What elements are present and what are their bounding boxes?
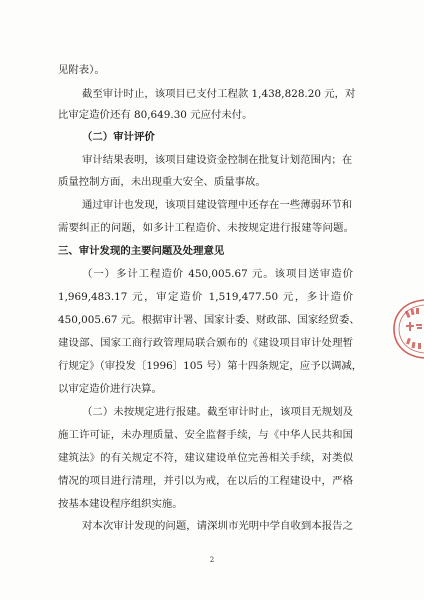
text-line: 见附表）。	[58, 64, 105, 76]
text-line: 对本次审计发现的问题，请深圳市光明中学自收到本报告之	[82, 520, 353, 532]
text-line: 比审定造价还有 80,649.30 元应付未付。	[58, 109, 253, 121]
text-line: 需要纠正的问题，如多计工程造价、未按规定进行报建等问题。	[58, 222, 354, 234]
text-line: 行规定》（审投发〔1996〕105 号）第十四条规定，应予以调减，	[58, 360, 363, 372]
text-line: 建筑法》的有关规定不符，建议建设单位完善相关手续，对类似	[58, 452, 353, 464]
text-line: 审计结果表明，该项目建设资金控制在批复计划范围内；在	[82, 154, 353, 166]
text-line: 通过审计也发现，该项目建设管理中还存在一些薄弱环节和	[82, 199, 353, 211]
text-line: 质量控制方面，未出现重大安全、质量事故。	[58, 176, 266, 188]
text-line: 1,969,483.17 元，审定造价 1,519,477.50 元，多计造价	[58, 291, 353, 303]
section-heading: 三、审计发现的主要问题及处理意见	[58, 245, 225, 257]
text-line: 建设部、国家工商行政管理局联合颁布的《建设项目审计处理暂	[58, 337, 353, 349]
official-seal-icon	[392, 298, 424, 360]
text-line: 情况的项目进行清理，并引以为戒，在以后的工程建设中，严格	[58, 475, 353, 487]
section-heading: （二）审计评价	[82, 131, 155, 143]
text-line: 施工许可证，未办理质量、安全监督手续，与《中华人民共和国	[58, 429, 353, 441]
text-line: 截至审计时止，该项目已支付工程款 1,438,828.20 元，对	[82, 88, 356, 100]
text-line: 450,005.67 元。根据审计署、国家计委、财政部、国家经贸委、	[58, 314, 360, 326]
text-line: 按基本建设程序组织实施。	[58, 498, 183, 510]
text-line: 以审定造价进行决算。	[58, 383, 162, 395]
text-line: （二）未按规定进行报建。截至审计时止，该项目无规划及	[82, 406, 353, 418]
page-number: 2	[209, 556, 215, 564]
text-line: （一）多计工程造价 450,005.67 元。该项目送审造价	[82, 268, 353, 280]
